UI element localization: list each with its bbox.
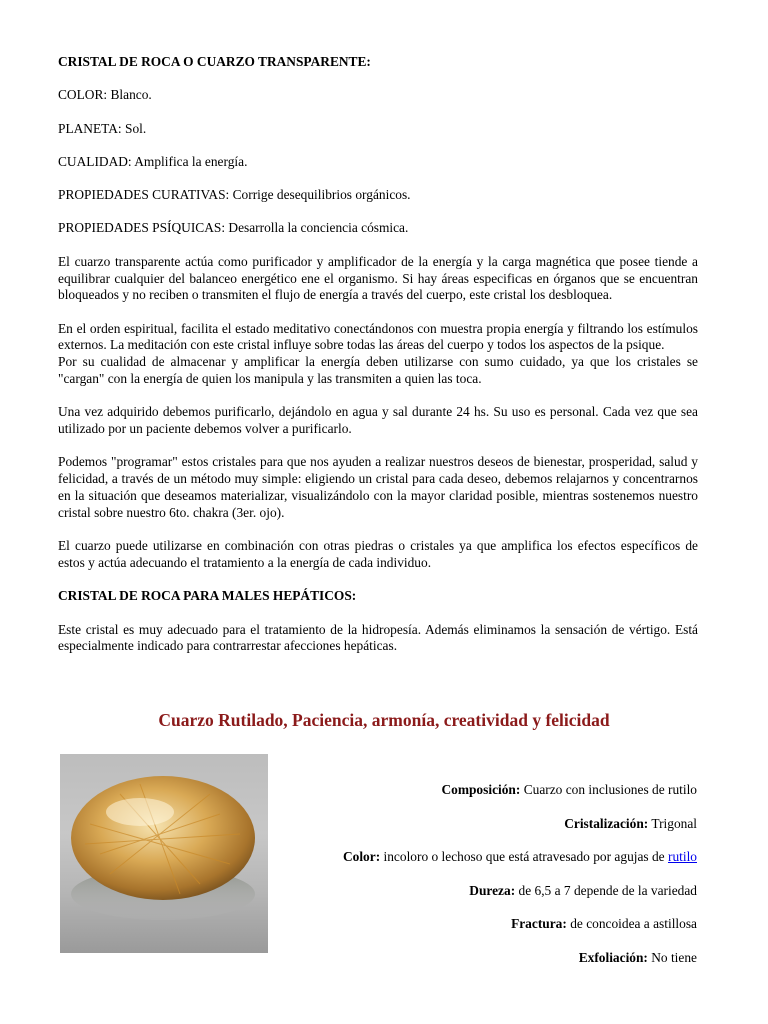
- prop-composicion: [257, 782, 697, 799]
- property-label: PLANETA:: [58, 120, 122, 136]
- property-label: COLOR:: [58, 87, 108, 103]
- prop-label: Fractura:: [511, 916, 567, 932]
- paragraph: El cuarzo puede utilizarse en combinación con otras piedras o cristales ya que amplifica los efectos específicos de estos y actúa adecuando el tratamiento a la energía de cada individuo.: [58, 538, 698, 570]
- prop-value: No tiene: [651, 949, 697, 965]
- properties-list: [257, 782, 697, 984]
- prop-color: [257, 849, 697, 866]
- prop-label: Cristalización:: [564, 815, 649, 831]
- prop-fractura: [257, 916, 697, 933]
- paragraph: Una vez adquirido debemos purificarlo, dejándolo en agua y sal durante 24 hs. Su uso es personal. Cada vez que sea utilizado por un paciente debemos volver a purificarlo.: [58, 404, 698, 437]
- prop-value: incoloro o lechoso que está atravesado por agujas de: [383, 849, 665, 865]
- rutilated-quartz-photo: [60, 754, 268, 953]
- prop-label: Exfoliación:: [578, 949, 648, 965]
- rutilo-link[interactable]: rutilo: [667, 849, 697, 865]
- property-label: PROPIEDADES CURATIVAS:: [58, 187, 230, 203]
- prop-exfoliacion: [257, 950, 697, 967]
- prop-value: de 6,5 a 7 depende de la variedad: [518, 882, 697, 898]
- prop-cristalizacion: [257, 816, 697, 833]
- property-value: Corrige desequilibrios orgánicos.: [232, 187, 411, 203]
- paragraph: En el orden espiritual, facilita el estado meditativo conectándonos con muestra propia energía y filtrando los estímulos externos. La meditación con este cristal influye sobre todas las áreas del cuerpo y todos los aspectos de la psique.: [58, 320, 698, 353]
- property-planeta: [58, 121, 698, 138]
- prop-value: de concoidea a astillosa: [570, 916, 697, 932]
- paragraph: Este cristal es muy adecuado para el tratamiento de la hidropesía. Además eliminamos la sensación de vértigo. Está especialmente indicado para contrarrestar afecciones hepáticas.: [58, 621, 698, 654]
- prop-dureza: [257, 883, 697, 900]
- property-value: Blanco.: [110, 87, 152, 103]
- rutilated-quartz-title: Cuarzo Rutilado, Paciencia, armonía, creatividad y felicidad: [158, 710, 610, 730]
- prop-value: Trigonal: [651, 815, 697, 831]
- paragraph: El cuarzo transparente actúa como purificador y amplificador de la energía y la carga magnética que posee tiende a equilibrar cualquier del balanceo energético ene el organismo. Si hay áreas especificas en órganos que se encuentran bloqueados y no reciben o transmiten el flujo de energía a través del cuerpo, este cristal los desbloquea.: [58, 253, 698, 303]
- paragraph: Podemos "programar" estos cristales para que nos ayuden a realizar nuestros deseos de bienestar, prosperidad, salud y felicidad, a través de un método muy simple: eligiendo un cristal para cada deseo, debemos relajarnos y concentrarnos en la situación que deseamos materializar, visualizándolo con la mayor claridad posible, mientras sostenemos nuestro cristal sobre nuestro 6to. chakra (3er. ojo).: [58, 454, 698, 520]
- property-value: Amplifica la energía.: [134, 153, 248, 169]
- quartz-stone-image: [60, 754, 268, 953]
- property-value: Desarrolla la conciencia cósmica.: [228, 220, 409, 236]
- property-label: CUALIDAD:: [58, 153, 132, 169]
- paragraph: Por su cualidad de almacenar y amplificar la energía deben utilizarse con sumo cuidado, ya que los cristales se "cargan" con la energía de quien los manipula y las transmiten a quien las toca.: [58, 354, 698, 387]
- prop-label: Composición:: [441, 782, 521, 797]
- prop-label: Color:: [342, 849, 381, 865]
- prop-label: Dureza:: [469, 882, 516, 898]
- document-body: [58, 54, 698, 672]
- property-color: [58, 87, 698, 104]
- prop-value: Cuarzo con inclusiones de rutilo: [523, 782, 697, 797]
- property-curativas: [58, 187, 698, 204]
- property-label: PROPIEDADES PSÍQUICAS:: [58, 220, 226, 236]
- property-cualidad: [58, 154, 698, 171]
- property-value: Sol.: [125, 120, 147, 136]
- section-heading-males-hepaticos: CRISTAL DE ROCA PARA MALES HEPÁTICOS:: [58, 588, 357, 604]
- property-psiquicas: [58, 220, 698, 237]
- section-heading-cristal-de-roca: CRISTAL DE ROCA O CUARZO TRANSPARENTE:: [58, 54, 371, 69]
